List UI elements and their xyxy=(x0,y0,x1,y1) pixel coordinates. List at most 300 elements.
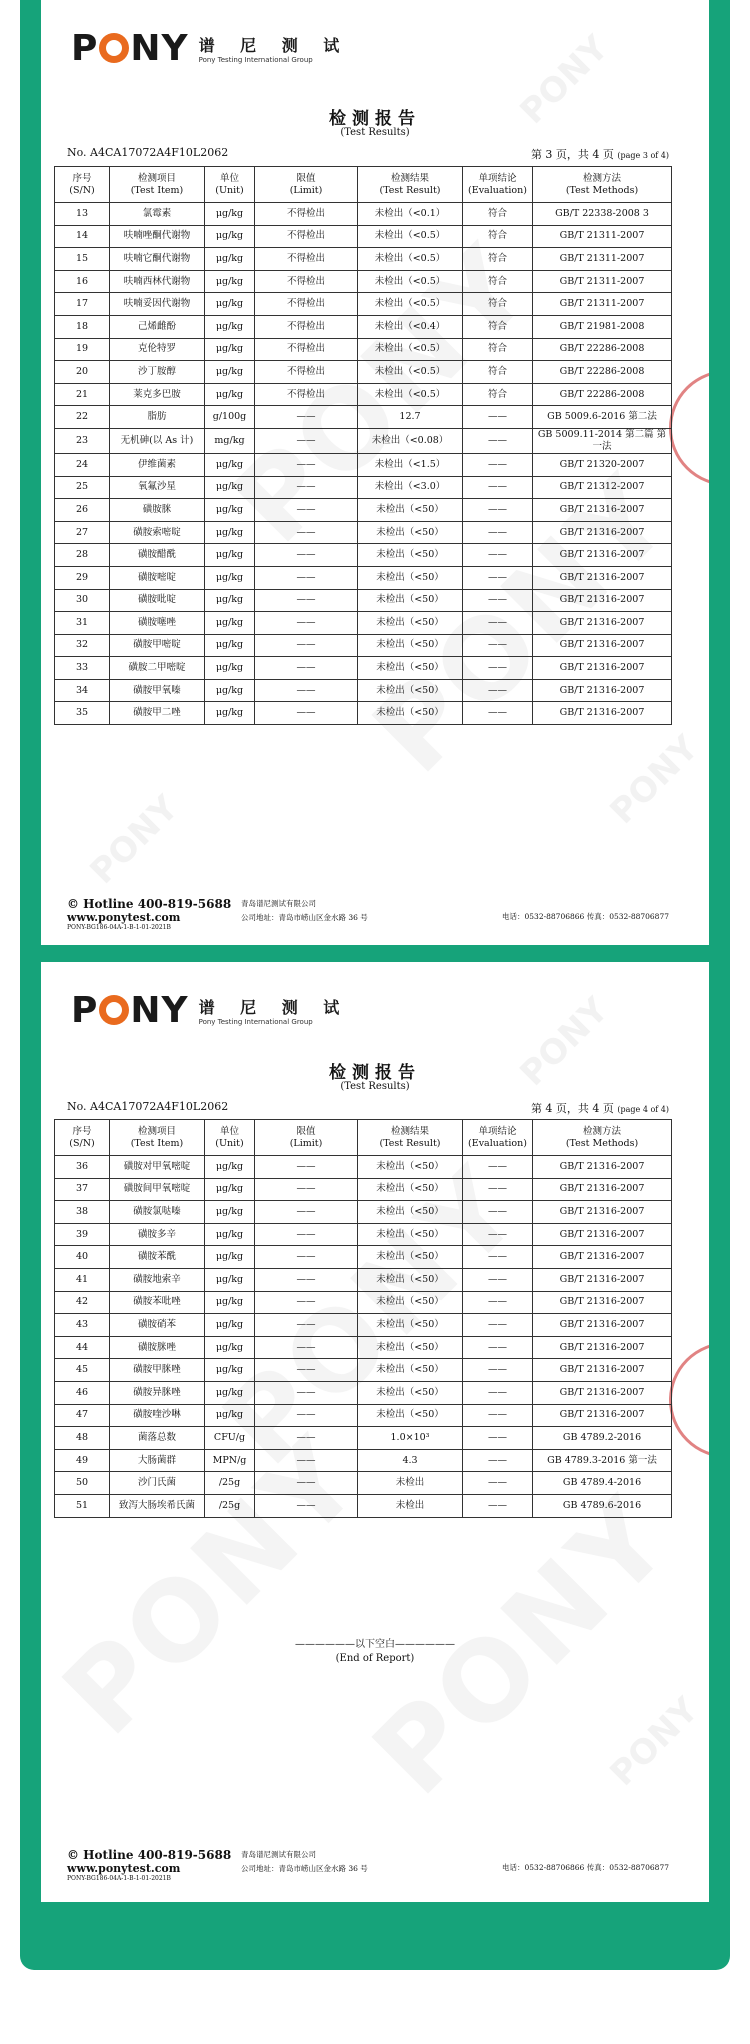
header-limit-line: 限值 xyxy=(296,1125,316,1137)
cell-evaluation: —— xyxy=(463,1268,533,1291)
table-header-row xyxy=(55,167,672,203)
red-seal-stamp xyxy=(669,1342,709,1458)
cell-sn: 29 xyxy=(55,566,110,589)
cell-limit: 不得检出 xyxy=(255,315,358,338)
cell-result: 未检出（<0.5） xyxy=(358,225,463,248)
cell-item: 磺胺异脒唑 xyxy=(110,1381,205,1404)
cell-method: GB 5009.11-2014 第二篇 第一法 xyxy=(533,428,672,453)
cell-evaluation: 符合 xyxy=(463,293,533,316)
table-row xyxy=(55,453,672,476)
logo-wordmark: P NY xyxy=(71,989,189,1031)
cell-item: 磺胺喹沙啉 xyxy=(110,1404,205,1427)
table-row xyxy=(55,1359,672,1382)
cell-limit: —— xyxy=(255,476,358,499)
company-name: 青岛谱尼测试有限公司 xyxy=(241,899,316,908)
watermark: PONY xyxy=(82,788,187,892)
end-of-report xyxy=(41,1638,709,1666)
table-row xyxy=(55,521,672,544)
cell-sn: 31 xyxy=(55,612,110,635)
header-evaluation-line: 单项结论 xyxy=(478,1125,517,1137)
cell-sn: 38 xyxy=(55,1201,110,1224)
cell-unit: μg/kg xyxy=(205,1246,255,1269)
cell-unit: μg/kg xyxy=(205,1223,255,1246)
table-row xyxy=(55,428,672,453)
footer-company xyxy=(241,1848,368,1876)
cell-method: GB/T 22286-2008 xyxy=(533,361,672,384)
cell-result: 未检出（<50） xyxy=(358,657,463,680)
results-table xyxy=(54,166,672,725)
cell-sn: 44 xyxy=(55,1336,110,1359)
table-header-row xyxy=(55,1120,672,1156)
cell-evaluation: —— xyxy=(463,1494,533,1517)
cell-unit: μg/kg xyxy=(205,1404,255,1427)
cell-unit: μg/kg xyxy=(205,338,255,361)
cell-unit: μg/kg xyxy=(205,1156,255,1179)
cell-sn: 13 xyxy=(55,203,110,226)
cell-item: 氯霉素 xyxy=(110,203,205,226)
cell-sn: 22 xyxy=(55,406,110,429)
cell-item: 氧氟沙星 xyxy=(110,476,205,499)
doc-code: PONY-BG186-04A-1-B-1-01-2021B xyxy=(67,924,171,931)
cell-method: GB/T 21981-2008 xyxy=(533,315,672,338)
cell-result: 未检出（<50） xyxy=(358,679,463,702)
cell-sn: 51 xyxy=(55,1494,110,1517)
cell-method: GB/T 21316-2007 xyxy=(533,589,672,612)
cell-sn: 46 xyxy=(55,1381,110,1404)
header-limit xyxy=(255,1120,358,1156)
cell-limit: —— xyxy=(255,679,358,702)
header-evaluation-line: 单项结论 xyxy=(478,172,517,184)
cell-result: 未检出（<50） xyxy=(358,1336,463,1359)
cell-limit: —— xyxy=(255,428,358,453)
cell-unit: MPN/g xyxy=(205,1449,255,1472)
cell-item: 菌落总数 xyxy=(110,1427,205,1450)
cell-result: 未检出（<0.5） xyxy=(358,338,463,361)
footer-company xyxy=(241,897,368,925)
table-row xyxy=(55,1246,672,1269)
cell-evaluation: —— xyxy=(463,521,533,544)
cell-sn: 48 xyxy=(55,1427,110,1450)
cell-method: GB/T 21316-2007 xyxy=(533,1314,672,1337)
cell-method: GB/T 21316-2007 xyxy=(533,702,672,725)
cell-limit: —— xyxy=(255,1314,358,1337)
cell-sn: 23 xyxy=(55,428,110,453)
cell-limit: —— xyxy=(255,1449,358,1472)
cell-method: GB/T 21316-2007 xyxy=(533,566,672,589)
cell-item: 磺胺氯哒嗪 xyxy=(110,1201,205,1224)
cell-unit: μg/kg xyxy=(205,383,255,406)
header-sn xyxy=(55,1120,110,1156)
hotline: © Hotline 400-819-5688 xyxy=(67,897,232,911)
table-row xyxy=(55,406,672,429)
red-seal-stamp xyxy=(669,370,709,486)
cell-unit: μg/kg xyxy=(205,657,255,680)
cell-sn: 19 xyxy=(55,338,110,361)
cell-method: GB/T 21312-2007 xyxy=(533,476,672,499)
cell-evaluation: —— xyxy=(463,679,533,702)
header-item-line: (Test Item) xyxy=(130,184,184,196)
cell-method: GB 5009.6-2016 第二法 xyxy=(533,406,672,429)
cell-unit: μg/kg xyxy=(205,1314,255,1337)
cell-method: GB/T 21320-2007 xyxy=(533,453,672,476)
cell-item: 磺胺二甲嘧啶 xyxy=(110,657,205,680)
report-title: 检测报告 xyxy=(329,1063,421,1083)
company-name: 青岛谱尼测试有限公司 xyxy=(241,1850,316,1859)
header-limit-line: (Limit) xyxy=(289,1137,323,1149)
cell-sn: 27 xyxy=(55,521,110,544)
header-method-line: (Test Methods) xyxy=(565,1137,639,1149)
header-result-line: 检测结果 xyxy=(390,1125,429,1137)
header-evaluation-line: (Evaluation) xyxy=(468,1137,527,1149)
cell-result: 未检出（<0.4） xyxy=(358,315,463,338)
cell-result: 未检出（<3.0） xyxy=(358,476,463,499)
cell-item: 致泻大肠埃希氏菌 xyxy=(110,1494,205,1517)
cell-item: 沙丁胺醇 xyxy=(110,361,205,384)
table-row xyxy=(55,1201,672,1224)
cell-item: 大肠菌群 xyxy=(110,1449,205,1472)
footer-contact xyxy=(67,1848,231,1882)
cell-method: GB/T 21316-2007 xyxy=(533,499,672,522)
cell-unit: μg/kg xyxy=(205,1336,255,1359)
table-row xyxy=(55,1427,672,1450)
header-evaluation xyxy=(463,167,533,203)
cell-item: 无机砷(以 As 计) xyxy=(110,428,205,453)
cell-unit: /25g xyxy=(205,1494,255,1517)
cell-sn: 35 xyxy=(55,702,110,725)
cell-result: 未检出（<50） xyxy=(358,521,463,544)
header-item xyxy=(110,1120,205,1156)
cell-evaluation: 符合 xyxy=(463,338,533,361)
cell-result: 未检出（<50） xyxy=(358,544,463,567)
cell-evaluation: —— xyxy=(463,1314,533,1337)
cell-sn: 21 xyxy=(55,383,110,406)
cell-item: 磺胺多辛 xyxy=(110,1223,205,1246)
cell-limit: 不得检出 xyxy=(255,248,358,271)
cell-limit: —— xyxy=(255,499,358,522)
page-number: 第 3 页，共 4 页 (page 3 of 4) xyxy=(530,148,669,161)
cell-limit: 不得检出 xyxy=(255,203,358,226)
watermark: PONY xyxy=(602,728,707,832)
cell-method: GB/T 21311-2007 xyxy=(533,248,672,271)
header-item-line: 检测项目 xyxy=(137,1125,176,1137)
header-method-line: (Test Methods) xyxy=(565,184,639,196)
cell-method: GB 4789.4-2016 xyxy=(533,1472,672,1495)
table-row xyxy=(55,383,672,406)
cell-method: GB/T 21316-2007 xyxy=(533,1268,672,1291)
cell-limit: —— xyxy=(255,1246,358,1269)
cell-limit: —— xyxy=(255,1336,358,1359)
footer-phone: 电话：0532-88706866 传真：0532-88706877 xyxy=(502,912,669,921)
cell-result: 未检出（<50） xyxy=(358,1291,463,1314)
cell-unit: μg/kg xyxy=(205,270,255,293)
header-item-line: (Test Item) xyxy=(130,1137,184,1149)
end-blank-line: ——————以下空白—————— xyxy=(295,1639,455,1650)
cell-method: GB/T 21316-2007 xyxy=(533,1336,672,1359)
cell-method: GB 4789.2-2016 xyxy=(533,1427,672,1450)
table-row xyxy=(55,361,672,384)
table-row xyxy=(55,315,672,338)
cell-unit: μg/kg xyxy=(205,1268,255,1291)
cell-sn: 15 xyxy=(55,248,110,271)
table-row xyxy=(55,1268,672,1291)
cell-sn: 41 xyxy=(55,1268,110,1291)
cell-unit: μg/kg xyxy=(205,1381,255,1404)
header-unit-line: (Unit) xyxy=(215,184,244,196)
cell-method: GB/T 21316-2007 xyxy=(533,1404,672,1427)
cell-method: GB/T 22286-2008 xyxy=(533,383,672,406)
cell-item: 克伦特罗 xyxy=(110,338,205,361)
end-of-report-en: (End of Report) xyxy=(335,1653,415,1664)
header-unit-line: 单位 xyxy=(219,172,239,184)
cell-unit: /25g xyxy=(205,1472,255,1495)
header-result xyxy=(358,167,463,203)
cell-method: GB/T 21316-2007 xyxy=(533,1359,672,1382)
header-limit xyxy=(255,167,358,203)
table-row xyxy=(55,1404,672,1427)
cell-method: GB 4789.6-2016 xyxy=(533,1494,672,1517)
cell-limit: 不得检出 xyxy=(255,338,358,361)
cell-result: 未检出（<50） xyxy=(358,499,463,522)
cell-evaluation: —— xyxy=(463,1246,533,1269)
cell-evaluation: —— xyxy=(463,1223,533,1246)
cell-unit: CFU/g xyxy=(205,1427,255,1450)
cell-evaluation: —— xyxy=(463,634,533,657)
cell-evaluation: —— xyxy=(463,1404,533,1427)
cell-sn: 17 xyxy=(55,293,110,316)
cell-sn: 36 xyxy=(55,1156,110,1179)
cell-limit: —— xyxy=(255,1359,358,1382)
cell-result: 未检出（<50） xyxy=(358,1246,463,1269)
header-item xyxy=(110,167,205,203)
cell-result: 未检出（<50） xyxy=(358,1404,463,1427)
cell-method: GB/T 21316-2007 xyxy=(533,1201,672,1224)
header-method-line: 检测方法 xyxy=(582,172,621,184)
cell-result: 未检出（<0.5） xyxy=(358,361,463,384)
cell-method: GB/T 21316-2007 xyxy=(533,544,672,567)
cell-result: 未检出（<0.5） xyxy=(358,270,463,293)
cell-unit: μg/kg xyxy=(205,499,255,522)
cell-unit: μg/kg xyxy=(205,315,255,338)
cell-evaluation: 符合 xyxy=(463,225,533,248)
cell-method: GB/T 21316-2007 xyxy=(533,1223,672,1246)
header-unit-line: 单位 xyxy=(219,1125,239,1137)
cell-evaluation: 符合 xyxy=(463,315,533,338)
header-method xyxy=(533,167,672,203)
cell-item: 磺胺硝苯 xyxy=(110,1314,205,1337)
cell-item: 呋喃唑酮代谢物 xyxy=(110,225,205,248)
cell-limit: —— xyxy=(255,589,358,612)
table-row xyxy=(55,476,672,499)
cell-evaluation: —— xyxy=(463,1359,533,1382)
cell-sn: 26 xyxy=(55,499,110,522)
footer-contact xyxy=(67,897,231,931)
cell-sn: 50 xyxy=(55,1472,110,1495)
cell-sn: 40 xyxy=(55,1246,110,1269)
cell-item: 磺胺地索辛 xyxy=(110,1268,205,1291)
cell-limit: —— xyxy=(255,544,358,567)
cell-unit: μg/kg xyxy=(205,679,255,702)
cell-sn: 45 xyxy=(55,1359,110,1382)
cell-item: 磺胺甲脒唑 xyxy=(110,1359,205,1382)
pony-logo xyxy=(71,990,349,1030)
cell-item: 呋喃西林代谢物 xyxy=(110,270,205,293)
cell-result: 未检出 xyxy=(358,1472,463,1495)
cell-limit: 不得检出 xyxy=(255,270,358,293)
cell-unit: μg/kg xyxy=(205,589,255,612)
cell-result: 未检出（<50） xyxy=(358,1314,463,1337)
cell-item: 呋喃妥因代谢物 xyxy=(110,293,205,316)
cell-method: GB/T 21316-2007 xyxy=(533,634,672,657)
cell-method: GB/T 22286-2008 xyxy=(533,338,672,361)
cell-sn: 14 xyxy=(55,225,110,248)
header-limit-line: (Limit) xyxy=(289,184,323,196)
cell-item: 磺胺苯吡唑 xyxy=(110,1291,205,1314)
cell-item: 磺胺脒 xyxy=(110,499,205,522)
cell-unit: μg/kg xyxy=(205,634,255,657)
cell-result: 12.7 xyxy=(358,406,463,429)
report-subtitle: (Test Results) xyxy=(340,127,410,138)
cell-result: 未检出（<0.5） xyxy=(358,383,463,406)
cell-result: 未检出（<50） xyxy=(358,1156,463,1179)
cell-evaluation: —— xyxy=(463,1156,533,1179)
cell-limit: 不得检出 xyxy=(255,383,358,406)
cell-method: GB/T 21316-2007 xyxy=(533,521,672,544)
table-row xyxy=(55,1178,672,1201)
cell-sn: 18 xyxy=(55,315,110,338)
cell-sn: 20 xyxy=(55,361,110,384)
cell-evaluation: —— xyxy=(463,499,533,522)
header-unit-line: (Unit) xyxy=(215,1137,244,1149)
cell-evaluation: 符合 xyxy=(463,248,533,271)
logo-chinese: 谱 尼 测 试 xyxy=(198,35,350,55)
cell-result: 未检出（<50） xyxy=(358,1201,463,1224)
watermark: PONY xyxy=(512,990,617,1094)
cell-evaluation: —— xyxy=(463,1178,533,1201)
cell-result: 未检出（<0.5） xyxy=(358,293,463,316)
cell-evaluation: —— xyxy=(463,1201,533,1224)
cell-limit: —— xyxy=(255,566,358,589)
cell-item: 己烯雌酚 xyxy=(110,315,205,338)
cell-unit: μg/kg xyxy=(205,612,255,635)
cell-limit: —— xyxy=(255,1156,358,1179)
header-method xyxy=(533,1120,672,1156)
cell-limit: —— xyxy=(255,1223,358,1246)
cell-item: 磺胺苯酰 xyxy=(110,1246,205,1269)
cell-evaluation: —— xyxy=(463,612,533,635)
cell-result: 未检出（<50） xyxy=(358,634,463,657)
header-method-line: 检测方法 xyxy=(582,1125,621,1137)
header-unit xyxy=(205,1120,255,1156)
cell-limit: —— xyxy=(255,634,358,657)
header-unit xyxy=(205,167,255,203)
cell-result: 未检出（<50） xyxy=(358,1359,463,1382)
cell-result: 未检出（<50） xyxy=(358,702,463,725)
cell-result: 1.0×10³ xyxy=(358,1427,463,1450)
cell-limit: —— xyxy=(255,521,358,544)
table-row xyxy=(55,1223,672,1246)
header-result xyxy=(358,1120,463,1156)
cell-method: GB/T 21316-2007 xyxy=(533,1178,672,1201)
cell-item: 磺胺醋酰 xyxy=(110,544,205,567)
cell-unit: μg/kg xyxy=(205,544,255,567)
cell-limit: —— xyxy=(255,1404,358,1427)
cell-limit: —— xyxy=(255,1201,358,1224)
table-row xyxy=(55,634,672,657)
cell-limit: —— xyxy=(255,702,358,725)
header-sn xyxy=(55,167,110,203)
website: www.ponytest.com xyxy=(67,911,181,924)
cell-evaluation: —— xyxy=(463,1381,533,1404)
cell-sn: 43 xyxy=(55,1314,110,1337)
cell-sn: 28 xyxy=(55,544,110,567)
cell-evaluation: 符合 xyxy=(463,361,533,384)
cell-sn: 30 xyxy=(55,589,110,612)
hotline: © Hotline 400-819-5688 xyxy=(67,1848,232,1862)
cell-result: 未检出（<50） xyxy=(358,1178,463,1201)
table-row xyxy=(55,1472,672,1495)
pony-logo xyxy=(71,28,349,68)
cell-item: 磺胺吡啶 xyxy=(110,589,205,612)
cell-unit: mg/kg xyxy=(205,428,255,453)
cell-item: 磺胺脒唑 xyxy=(110,1336,205,1359)
table-row xyxy=(55,1494,672,1517)
cell-item: 沙门氏菌 xyxy=(110,1472,205,1495)
cell-limit: —— xyxy=(255,1494,358,1517)
cell-method: GB 4789.3-2016 第一法 xyxy=(533,1449,672,1472)
cell-unit: μg/kg xyxy=(205,293,255,316)
table-row xyxy=(55,679,672,702)
cell-item: 磺胺甲二唑 xyxy=(110,702,205,725)
cell-limit: 不得检出 xyxy=(255,361,358,384)
results-table xyxy=(54,1119,672,1518)
cell-method: GB/T 21316-2007 xyxy=(533,679,672,702)
cell-result: 未检出（<0.08） xyxy=(358,428,463,453)
doc-code: PONY-BG186-04A-1-B-1-01-2021B xyxy=(67,1875,171,1882)
cell-sn: 39 xyxy=(55,1223,110,1246)
cell-method: GB/T 21311-2007 xyxy=(533,225,672,248)
page-number: 第 4 页，共 4 页 (page 4 of 4) xyxy=(530,1102,669,1115)
cell-result: 未检出（<50） xyxy=(358,612,463,635)
cell-item: 伊维菌素 xyxy=(110,453,205,476)
cell-item: 磺胺噻唑 xyxy=(110,612,205,635)
cell-item: 磺胺嘧啶 xyxy=(110,566,205,589)
cell-item: 磺胺索嘧啶 xyxy=(110,521,205,544)
cell-evaluation: —— xyxy=(463,453,533,476)
cell-item: 莱克多巴胺 xyxy=(110,383,205,406)
table-row xyxy=(55,338,672,361)
cell-result: 未检出（<50） xyxy=(358,566,463,589)
cell-method: GB/T 21311-2007 xyxy=(533,270,672,293)
cell-result: 4.3 xyxy=(358,1449,463,1472)
header-sn-line: (S/N) xyxy=(69,1137,95,1149)
cell-item: 磺胺甲氧嗪 xyxy=(110,679,205,702)
cell-sn: 25 xyxy=(55,476,110,499)
table-row xyxy=(55,1336,672,1359)
table-row xyxy=(55,612,672,635)
cell-unit: μg/kg xyxy=(205,1291,255,1314)
header-sn-line: 序号 xyxy=(72,172,92,184)
cell-unit: μg/kg xyxy=(205,1359,255,1382)
table-row xyxy=(55,270,672,293)
company-address: 公司地址：青岛市崂山区金水路 36 号 xyxy=(241,913,368,922)
logo-chinese: 谱 尼 测 试 xyxy=(198,997,350,1017)
cell-evaluation: —— xyxy=(463,1427,533,1450)
cell-evaluation: —— xyxy=(463,702,533,725)
cell-item: 磺胺间甲氧嘧啶 xyxy=(110,1178,205,1201)
cell-item: 呋喃它酮代谢物 xyxy=(110,248,205,271)
cell-limit: 不得检出 xyxy=(255,225,358,248)
cell-evaluation: 符合 xyxy=(463,203,533,226)
